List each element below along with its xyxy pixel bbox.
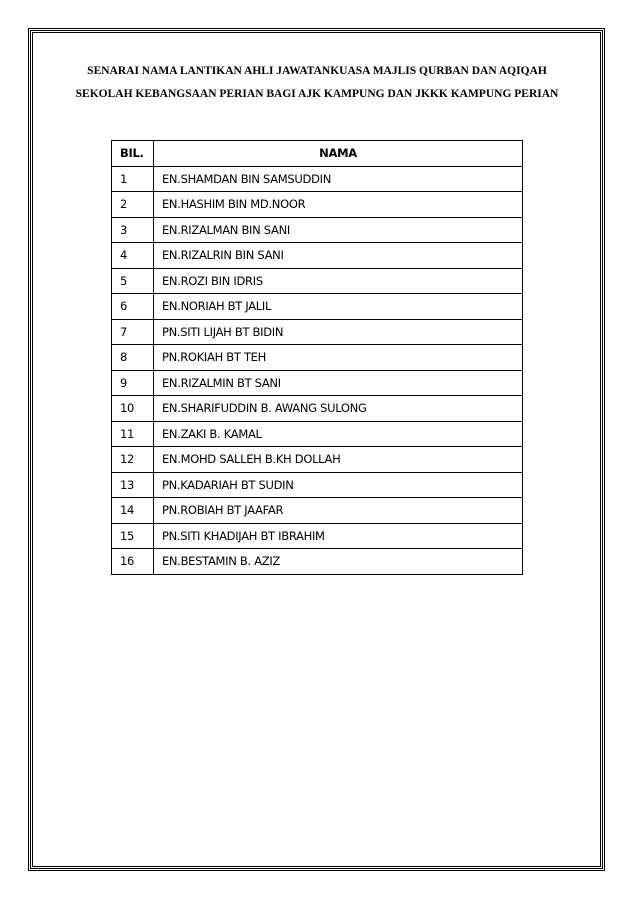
document-title-line-2: SEKOLAH KEBANGSAAN PERIAN BAGI AJK KAMPUNG DAN JKKK KAMPUNG PERIAN — [75, 88, 559, 100]
row-nama: EN.NORIAH BT JALIL — [153, 294, 522, 320]
row-nama: EN.SHARIFUDDIN B. AWANG SULONG — [153, 396, 522, 422]
row-nama: EN.BESTAMIN B. AZIZ — [153, 549, 522, 575]
row-bil: 10 — [112, 396, 154, 422]
table-row — [112, 319, 523, 345]
row-bil: 13 — [112, 472, 154, 498]
table-header-row — [112, 141, 523, 167]
row-nama: EN.RIZALMIN BT SANI — [153, 370, 522, 396]
table-row — [112, 498, 523, 524]
row-bil: 6 — [112, 294, 154, 320]
header-nama: NAMA — [153, 141, 522, 167]
row-bil: 9 — [112, 370, 154, 396]
row-bil: 5 — [112, 268, 154, 294]
table-body — [112, 166, 523, 574]
row-nama: EN.RIZALRIN BIN SANI — [153, 243, 522, 269]
table-row — [112, 421, 523, 447]
table-row — [112, 523, 523, 549]
row-bil: 4 — [112, 243, 154, 269]
row-bil: 2 — [112, 192, 154, 218]
table-row — [112, 192, 523, 218]
row-nama: PN.ROBIAH BT JAAFAR — [153, 498, 522, 524]
document-title-line-1: SENARAI NAMA LANTIKAN AHLI JAWATANKUASA MAJLIS QURBAN DAN AQIQAH — [87, 65, 547, 77]
table-row — [112, 243, 523, 269]
row-bil: 1 — [112, 166, 154, 192]
table-row — [112, 447, 523, 473]
row-nama: PN.SITI KHADIJAH BT IBRAHIM — [153, 523, 522, 549]
row-bil: 14 — [112, 498, 154, 524]
row-bil: 12 — [112, 447, 154, 473]
table-row — [112, 268, 523, 294]
row-nama: EN.SHAMDAN BIN SAMSUDDIN — [153, 166, 522, 192]
row-nama: PN.SITI LIJAH BT BIDIN — [153, 319, 522, 345]
row-nama: EN.RIZALMAN BIN SANI — [153, 217, 522, 243]
row-bil: 15 — [112, 523, 154, 549]
row-bil: 11 — [112, 421, 154, 447]
row-nama: EN.MOHD SALLEH B.KH DOLLAH — [153, 447, 522, 473]
table-row — [112, 294, 523, 320]
row-bil: 16 — [112, 549, 154, 575]
row-nama: PN.KADARIAH BT SUDIN — [153, 472, 522, 498]
row-bil: 7 — [112, 319, 154, 345]
table-row — [112, 549, 523, 575]
table-row — [112, 370, 523, 396]
row-nama: PN.ROKIAH BT TEH — [153, 345, 522, 371]
row-nama: EN.ZAKI B. KAMAL — [153, 421, 522, 447]
table-row — [112, 472, 523, 498]
row-nama: EN.HASHIM BIN MD.NOOR — [153, 192, 522, 218]
table-row — [112, 217, 523, 243]
committee-table — [111, 140, 523, 575]
table-row — [112, 396, 523, 422]
row-bil: 8 — [112, 345, 154, 371]
row-nama: EN.ROZI BIN IDRIS — [153, 268, 522, 294]
header-bil: BIL. — [112, 141, 154, 167]
table-row — [112, 345, 523, 371]
row-bil: 3 — [112, 217, 154, 243]
table-row — [112, 166, 523, 192]
